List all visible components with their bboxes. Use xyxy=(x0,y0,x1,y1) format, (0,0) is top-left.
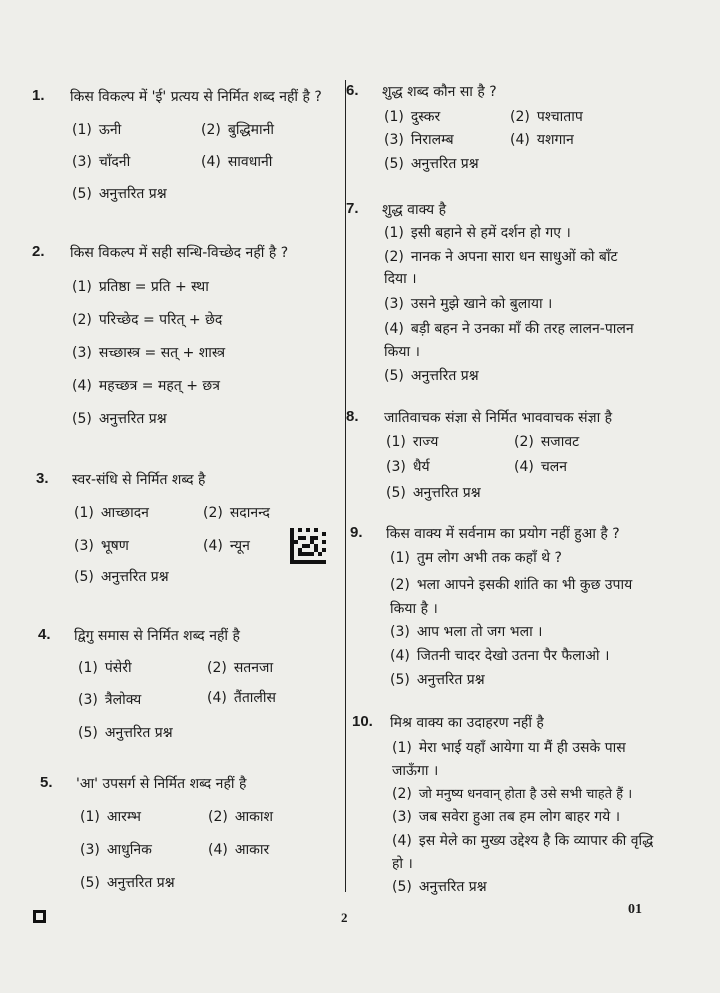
option-2[interactable]: (2) सजावट xyxy=(514,434,580,450)
question-text: शुद्ध वाक्य है xyxy=(382,202,447,218)
option-1[interactable]: (1) राज्य xyxy=(386,434,439,450)
question-text: स्वर-संधि से निर्मित शब्द है xyxy=(72,472,206,488)
option-1[interactable]: (1) आरम्भ xyxy=(80,809,141,825)
option-1[interactable]: (1) इसी बहाने से हमें दर्शन हो गए । xyxy=(384,225,571,241)
option-2[interactable]: (2) नानक ने अपना सारा धन साधुओं को बाँट दिया । xyxy=(384,249,618,287)
question-number: 3. xyxy=(36,470,49,487)
option-3[interactable]: (3) धैर्य xyxy=(386,459,430,475)
question-number: 5. xyxy=(40,774,53,791)
option-2[interactable]: (2) परिच्छेद = परित् + छेद xyxy=(72,312,223,328)
option-3[interactable]: (3) चाँदनी xyxy=(72,154,131,170)
option-5[interactable]: (5) अनुत्तरित प्रश्न xyxy=(390,672,485,688)
option-2[interactable]: (2) आकाश xyxy=(208,809,274,825)
option-3[interactable]: (3) उसने मुझे खाने को बुलाया । xyxy=(384,296,553,312)
option-5[interactable]: (5) अनुत्तरित प्रश्न xyxy=(80,875,175,891)
option-2[interactable]: (2) भला आपने इसकी शांति का भी कुछ उपाय किया है । xyxy=(390,577,633,617)
option-4[interactable]: (4) जितनी चादर देखो उतना पैर फैलाओ । xyxy=(390,648,610,664)
page-number: 2 xyxy=(341,910,348,925)
question-number: 8. xyxy=(346,408,359,425)
option-4[interactable]: (4) यशगान xyxy=(510,132,574,148)
option-3[interactable]: (3) भूषण xyxy=(74,538,129,554)
option-2[interactable]: (2) सतनजा xyxy=(207,660,274,676)
option-4[interactable]: (4) न्यून xyxy=(203,538,250,554)
question-text: द्विगु समास से निर्मित शब्द नहीं है xyxy=(74,628,240,644)
option-1[interactable]: (1) ऊनी xyxy=(72,122,122,138)
option-4[interactable]: (4) बड़ी बहन ने उनका माँ की तरह लालन-पालन किया । xyxy=(384,321,634,360)
barcode-icon xyxy=(290,528,326,564)
option-5[interactable]: (5) अनुत्तरित प्रश्न xyxy=(384,156,479,172)
question-number: 2. xyxy=(32,243,45,260)
question-number: 1. xyxy=(32,87,45,104)
option-5[interactable]: (5) अनुत्तरित प्रश्न xyxy=(72,411,167,427)
option-3[interactable]: (3) सच्छास्त्र = सत् + शास्त्र xyxy=(72,345,226,361)
option-1[interactable]: (1) दुस्कर xyxy=(384,109,441,125)
option-1[interactable]: (1) आच्छादन xyxy=(74,505,149,521)
question-text: किस विकल्प में 'ई' प्रत्यय से निर्मित शब्द नहीं है ? xyxy=(70,89,322,105)
question-number: 9. xyxy=(350,524,363,541)
option-5[interactable]: (5) अनुत्तरित प्रश्न xyxy=(392,879,487,895)
option-4[interactable]: (4) आकार xyxy=(208,842,270,858)
option-3[interactable]: (3) जब सवेरा हुआ तब हम लोग बाहर गये । xyxy=(392,809,621,825)
question-text: 'आ' उपसर्ग से निर्मित शब्द नहीं है xyxy=(76,776,247,792)
option-3[interactable]: (3) निरालम्ब xyxy=(384,132,454,148)
booklet-code: 01 xyxy=(628,902,642,917)
option-5[interactable]: (5) अनुत्तरित प्रश्न xyxy=(72,186,167,202)
option-4[interactable]: (4) सावधानी xyxy=(201,154,273,170)
option-2[interactable]: (2) बुद्धिमानी xyxy=(201,122,275,138)
option-1[interactable]: (1) मेरा भाई यहाँ आयेगा या मैं ही उसके पास जाऊँगा । xyxy=(392,740,626,779)
question-number: 4. xyxy=(38,626,51,643)
question-number: 7. xyxy=(346,200,359,217)
option-5[interactable]: (5) अनुत्तरित प्रश्न xyxy=(78,725,173,741)
registration-mark-icon xyxy=(33,910,46,923)
question-text: किस विकल्प में सही सन्धि-विच्छेद नहीं है ? xyxy=(70,245,289,261)
option-1[interactable]: (1) प्रतिष्ठा = प्रति + स्था xyxy=(72,279,209,295)
question-number: 10. xyxy=(352,713,373,730)
question-text: जातिवाचक संज्ञा से निर्मित भाववाचक संज्ञा है xyxy=(384,410,613,426)
option-4[interactable]: (4) महच्छत्र = महत् + छत्र xyxy=(72,378,220,394)
option-5[interactable]: (5) अनुत्तरित प्रश्न xyxy=(386,485,481,501)
option-2[interactable]: (2) पश्चाताप xyxy=(510,109,583,125)
option-5[interactable]: (5) अनुत्तरित प्रश्न xyxy=(384,368,479,384)
question-number: 6. xyxy=(346,82,359,99)
option-1[interactable]: (1) पंसेरी xyxy=(78,660,132,676)
question-text: शुद्ध शब्द कौन सा है ? xyxy=(382,84,497,100)
option-3[interactable]: (3) त्रैलोक्य xyxy=(78,692,142,708)
option-3[interactable]: (3) आप भला तो जग भला । xyxy=(390,624,543,640)
question-text: किस वाक्य में सर्वनाम का प्रयोग नहीं हुआ है ? xyxy=(386,526,620,542)
option-5[interactable]: (5) अनुत्तरित प्रश्न xyxy=(74,569,169,585)
option-4[interactable]: (4) तैंतालीस xyxy=(207,690,277,706)
option-1[interactable]: (1) तुम लोग अभी तक कहाँ थे ? xyxy=(390,550,562,566)
option-4[interactable]: (4) चलन xyxy=(514,459,567,475)
option-2[interactable]: (2) सदानन्द xyxy=(203,505,270,521)
question-text: मिश्र वाक्य का उदाहरण नहीं है xyxy=(390,715,544,731)
option-3[interactable]: (3) आधुनिक xyxy=(80,842,152,858)
option-4[interactable]: (4) इस मेले का मुख्य उद्देश्य है कि व्यापार की वृद्धि हो । xyxy=(392,833,654,872)
option-2[interactable]: (2) जो मनुष्य धनवान् होता है उसे सभी चाहते हैं । xyxy=(392,786,633,802)
